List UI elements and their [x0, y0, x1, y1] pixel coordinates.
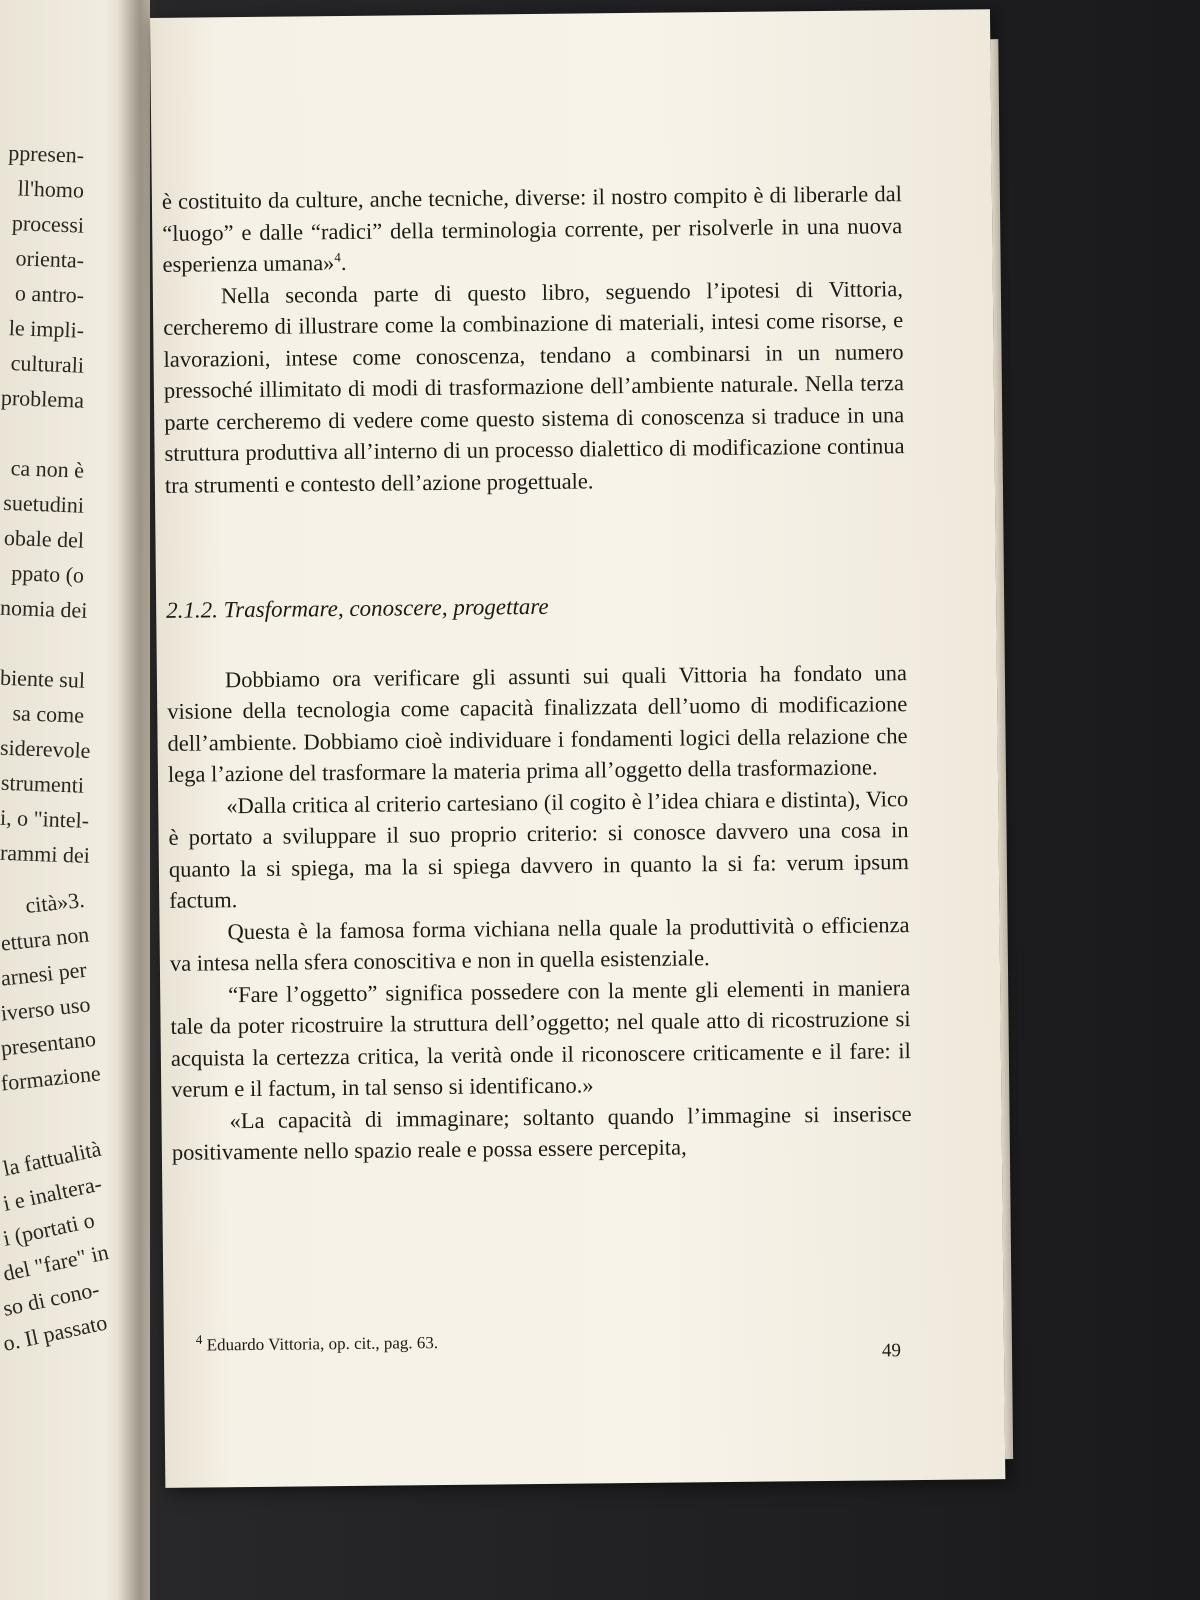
book-page — [150, 9, 1005, 1488]
previous-page-line: presentano — [0, 1025, 97, 1061]
paragraph-continuation: è costituito da culture, anche tecniche, diverse: il nostro compito è di liberarle dal “luogo” e dalle “radici” della terminologia corrente, per risolverle in una nuova esperienza umana»$^4$. — [161, 181, 903, 277]
quote-fare-oggetto: “Fare l’oggetto” significa possedere con la mente gli elementi in maniera tale da poter ricostruire la struttura dell’oggetto; nel quale atto di ricostruzione si acquista la certezza critica, la verità onde il riconoscere criticamente e il fare: il verum e il factum, in tal senso si identificano.» — [170, 974, 911, 1102]
quote-vichiana: Questa è la famosa forma vichiana nella quale la produttività o efficienza va intesa nella sfera conoscitiva e non in quella esistenziale. — [169, 911, 910, 976]
previous-page-line: formazione — [0, 1060, 102, 1096]
previous-page-line: ppresen- — [7, 140, 85, 168]
previous-page-line: orienta- — [15, 245, 85, 273]
previous-page-line: biente sul — [0, 664, 86, 693]
previous-page-line: so di cono- — [0, 1276, 102, 1321]
previous-page-line: strumenti — [0, 769, 85, 798]
previous-page-line: o antro- — [14, 280, 85, 308]
section-heading: 2.1.2. Trasformare, conoscere, progettare — [166, 593, 549, 623]
page-number: 49 — [881, 1340, 902, 1362]
previous-page-line: iverso uso — [0, 991, 92, 1026]
quote-immaginare: «La capacità di immaginare; soltanto quando l’immagine si inserisce positivamente nello spazio reale e possa essere percepita, — [171, 1100, 912, 1165]
paragraph-seconda-parte: Nella seconda parte di questo libro, seguendo l’ipotesi di Vittoria, cercheremo di illustrare come la combinazione di materiali, intesi come risorse, e lavorazioni, intese come conoscenza, tendano a combinarsi in un numero pressoché illimitato di modi di trasformazione dell’ambiente naturale. Nella terza parte cercheremo di vedere come questo sistema di conoscenza si traduce in una struttura produttiva all’interno di un processo dialettico di modificazione continua tra strumenti e contesto dell’azione progettuale. — [163, 275, 905, 498]
quote-cartesiano: «Dalla critica al criterio cartesiano (il cogito è l’idea chiara e distinta), Vico è portato a sviluppare il suo proprio criterio: si conosce davvero una cosa in quanto la si spiega, ma la si spiega davvero in quanto la si fa: verum ipsum factum. — [168, 785, 910, 913]
previous-page-line: le impli- — [8, 315, 85, 343]
footnote-ref: 4 — [334, 249, 341, 265]
previous-page-line: suetudini — [2, 489, 85, 518]
footnote: $^4$ Eduardo Vittoria, op. cit., pag. 63. — [195, 1331, 439, 1355]
previous-page-line: arnesi per — [0, 956, 88, 991]
previous-page-line: nomia dei — [0, 594, 88, 623]
previous-page-line: la fattualità — [0, 1135, 104, 1181]
previous-page-line: ca non è — [10, 455, 85, 483]
previous-page-line: del "fare" in — [0, 1239, 111, 1286]
previous-page-line: problema — [0, 384, 85, 413]
previous-page-line: siderevole — [0, 734, 91, 763]
previous-page-line: ettura non — [0, 921, 91, 956]
page-body — [162, 178, 912, 1168]
paragraph-dobbiamo: Dobbiamo ora verificare gli assunti sui quali Vittoria ha fondato una visione della tecnologia come capacità finalizzata dell’uomo di modificazione dell’ambiente. Dobbiamo cioè individuare i fondamenti logici della relazione che lega l’azione del trasformare la materia prima all’oggetto della trasformazione. — [167, 659, 908, 787]
previous-page-line: ppato (o — [10, 560, 85, 588]
previous-page-line: o. Il passato — [0, 1309, 110, 1356]
previous-page-line: sa come — [12, 700, 85, 728]
previous-page-line: rammi dei — [0, 839, 91, 868]
previous-page-line: i, o "intel- — [0, 804, 90, 833]
previous-page-line: ll'homo — [17, 175, 85, 203]
previous-page-line: processi — [11, 210, 85, 238]
previous-page-line: culturali — [10, 350, 85, 378]
previous-page-line: cità»3. — [24, 886, 86, 919]
previous-page-line: i e inaltera- — [0, 1170, 104, 1216]
previous-page-line: obale del — [3, 524, 85, 553]
previous-page-line: i (portati o — [0, 1207, 97, 1251]
